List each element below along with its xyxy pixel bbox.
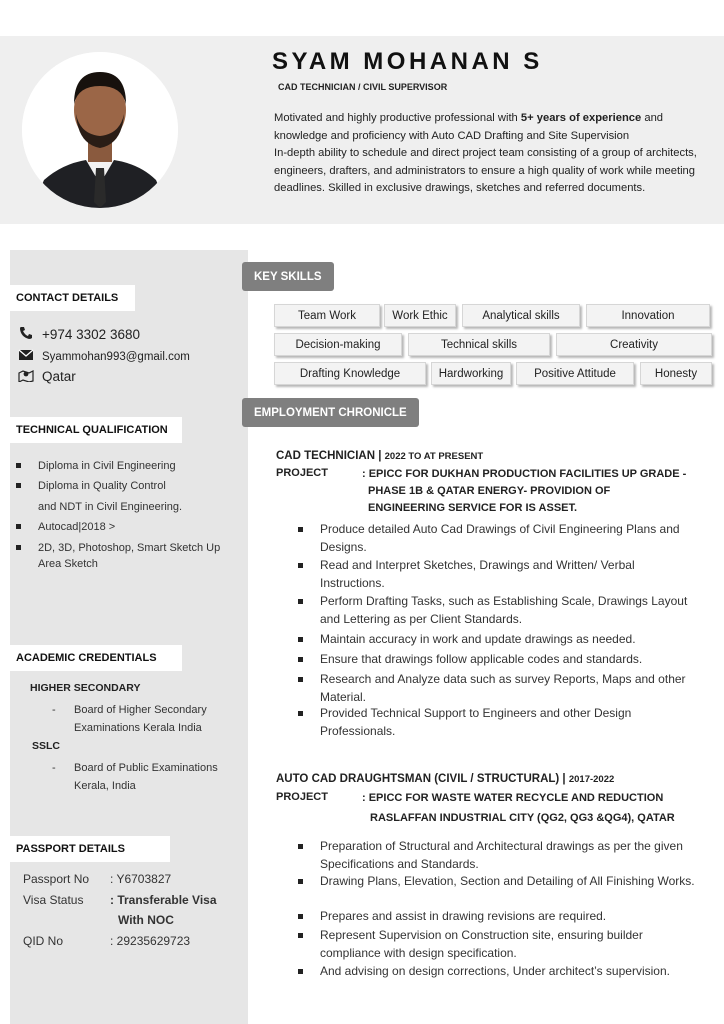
- email-address: Syammohan993@gmail.com: [42, 350, 190, 363]
- skill-chip: Team Work: [274, 304, 380, 327]
- summary-text: Motivated and highly productive professional with: [274, 112, 521, 124]
- list-item-continuation: and NDT in Civil Engineering.: [38, 501, 183, 513]
- skill-chip: Analytical skills: [462, 304, 580, 327]
- technical-heading: TECHNICAL QUALIFICATION: [10, 417, 182, 443]
- location-row: [18, 368, 76, 385]
- list-item: Drawing Plans, Elevation, Section and Detailing of All Finishing Works.: [298, 873, 698, 891]
- skill-chip: Positive Attitude: [516, 362, 634, 385]
- list-item: Diploma in Quality Control: [16, 478, 241, 494]
- project-label: PROJECT: [276, 791, 328, 803]
- list-item: Ensure that drawings follow applicable codes and standards.: [298, 651, 698, 669]
- location-text: Qatar: [42, 369, 76, 384]
- phone-row: [18, 326, 140, 343]
- job-title: CAD TECHNICIAN | 2022 TO AT PRESENT: [276, 450, 484, 462]
- list-item: Maintain accuracy in work and update drawings as needed.: [298, 631, 698, 649]
- summary-text: In-depth ability to schedule and direct project team consisting of a group of architects, engineers, drafters, and administrators to ensure a high quality of work while meeting deadlines. Skilled in exclusive drawings, sketches and referred documents.: [274, 147, 697, 194]
- profile-photo: [22, 52, 178, 208]
- job-title: AUTO CAD DRAUGHTSMAN (CIVIL / STRUCTURAL) | 2017-2022: [276, 773, 615, 785]
- skill-chip: Innovation: [586, 304, 710, 327]
- list-item: Diploma in Civil Engineering: [16, 458, 241, 474]
- list-item: - Board of Higher Secondary Examinations Kerala India: [52, 704, 207, 734]
- passport-heading: PASSPORT DETAILS: [10, 836, 170, 862]
- skill-chip: Honesty: [640, 362, 712, 385]
- candidate-name: SYAM MOHANAN S: [272, 48, 543, 75]
- list-item: Perform Drafting Tasks, such as Establishing Scale, Drawings Layout and Lettering as per Client Standards.: [298, 593, 698, 628]
- list-item: Read and Interpret Sketches, Drawings and Written/ Verbal Instructions.: [298, 557, 698, 592]
- skill-chip: Creativity: [556, 333, 712, 356]
- skill-chip: Hardworking: [431, 362, 511, 385]
- passport-value: : Y6703827: [110, 872, 172, 886]
- map-icon: [18, 368, 34, 385]
- visa-label: Visa Status: [23, 893, 84, 907]
- sslc-title: SSLC: [32, 740, 61, 752]
- list-item: Produce detailed Auto Cad Drawings of Civil Engineering Plans and Designs.: [298, 521, 698, 556]
- qid-label: QID No: [23, 934, 64, 948]
- employment-heading: EMPLOYMENT CHRONICLE: [242, 398, 419, 427]
- list-item: Represent Supervision on Construction site, ensuring builder compliance with design specification.: [298, 927, 698, 962]
- list-item: Prepares and assist in drawing revisions are required.: [298, 908, 698, 926]
- project-value: : EPICC FOR WASTE WATER RECYCLE AND REDUCTION RASLAFFAN INDUSTRIAL CITY (QG2, QG3 &QG4), QATAR: [362, 792, 675, 824]
- academic-heading: ACADEMIC CREDENTIALS: [10, 645, 182, 671]
- visa-value-cont: With NOC: [118, 913, 174, 927]
- higher-secondary-title: HIGHER SECONDARY: [30, 682, 141, 694]
- phone-icon: [18, 326, 34, 343]
- phone-number: +974 3302 3680: [42, 327, 140, 342]
- list-item: Autocad|2018 >: [16, 519, 241, 535]
- key-skills-heading: KEY SKILLS: [242, 262, 334, 291]
- project-value: : EPICC FOR DUKHAN PRODUCTION FACILITIES UP GRADE - PHASE 1B & QATAR ENERGY- PROVIDION OF ENGINEERING SERVICE FOR IS ASSET.: [362, 468, 687, 514]
- project-label: PROJECT: [276, 467, 328, 479]
- list-item: Research and Analyze data such as survey Reports, Maps and other Material.: [298, 671, 698, 706]
- list-item: Preparation of Structural and Architectural drawings as per the given Specifications and Standards.: [298, 838, 698, 873]
- qid-value: : 29235629723: [110, 934, 191, 948]
- skill-chip: Work Ethic: [384, 304, 456, 327]
- list-item: 2D, 3D, Photoshop, Smart Sketch Up Area Sketch: [16, 540, 241, 572]
- list-item: And advising on design corrections, Under architect’s supervision.: [298, 963, 698, 981]
- candidate-role: CAD TECHNICIAN / CIVIL SUPERVISOR: [278, 82, 448, 92]
- skill-chip: Drafting Knowledge: [274, 362, 426, 385]
- email-icon: [18, 348, 34, 365]
- skill-chip: Technical skills: [408, 333, 550, 356]
- passport-label: Passport No: [23, 872, 90, 886]
- contact-heading: CONTACT DETAILS: [10, 285, 135, 311]
- email-row: [18, 348, 190, 365]
- sidebar: [10, 250, 248, 1024]
- summary-text: and knowledge and proficiency with Auto CAD Drafting and Site Supervision: [274, 112, 664, 142]
- visa-value: : Transferable Visa: [110, 893, 217, 907]
- list-item: - Board of Public Examinations Kerala, India: [52, 762, 218, 792]
- list-item: Provided Technical Support to Engineers and other Design Professionals.: [298, 705, 698, 740]
- summary-highlight: 5+ years of experience: [520, 112, 642, 124]
- profile-summary: [274, 110, 704, 198]
- skill-chip: Decision-making: [274, 333, 402, 356]
